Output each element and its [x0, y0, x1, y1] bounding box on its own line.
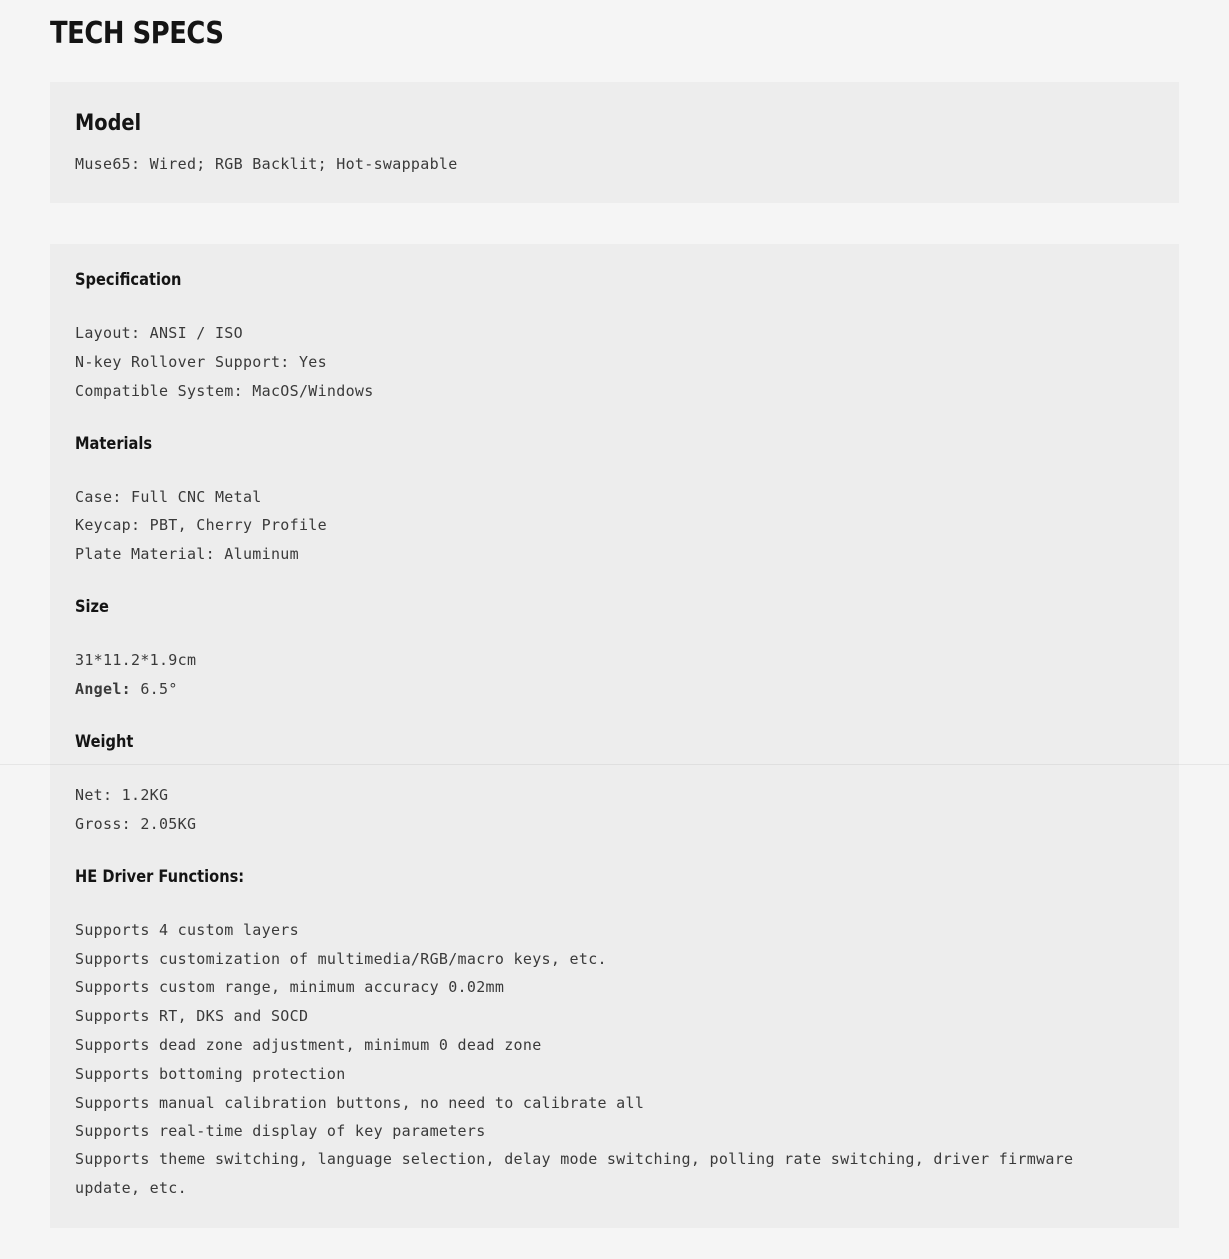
size-angle	[75, 678, 178, 700]
driver-line: Supports 4 custom layers	[75, 921, 299, 939]
size-heading: Size	[75, 597, 109, 617]
spec-line: Layout: ANSI / ISO	[75, 324, 243, 342]
materials-heading: Materials	[75, 434, 153, 454]
driver-line: Supports theme switching, language selection, delay mode switching, polling rate switching, driver firmware update, etc.	[75, 1150, 1074, 1197]
driver-line: Supports manual calibration buttons, no need to calibrate all	[75, 1094, 645, 1112]
materials-line: Case: Full CNC Metal	[75, 488, 262, 506]
weight-heading: Weight	[75, 732, 134, 752]
model-heading: Model	[75, 111, 142, 136]
spec-line: N-key Rollover Support: Yes	[75, 353, 327, 371]
model-description: Muse65: Wired; RGB Backlit; Hot-swappable	[75, 155, 458, 173]
divider	[0, 764, 1229, 765]
driver-line: Supports custom range, minimum accuracy 0.02mm	[75, 978, 505, 996]
weight-line: Net: 1.2KG	[75, 786, 169, 804]
weight-line: Gross: 2.05KG	[75, 815, 197, 833]
page-title: TECH SPECS	[50, 16, 224, 51]
driver-line: Supports RT, DKS and SOCD	[75, 1007, 309, 1025]
spec-line: Compatible System: MacOS/Windows	[75, 382, 374, 400]
size-angle-value: 6.5°	[140, 680, 178, 698]
specification-heading: Specification	[75, 270, 182, 290]
driver-heading: HE Driver Functions:	[75, 867, 245, 887]
driver-line: Supports dead zone adjustment, minimum 0 dead zone	[75, 1036, 542, 1054]
driver-line: Supports customization of multimedia/RGB/macro keys, etc.	[75, 950, 607, 968]
specs-card	[50, 244, 1179, 1228]
driver-line: Supports bottoming protection	[75, 1065, 346, 1083]
materials-line: Plate Material: Aluminum	[75, 545, 299, 563]
driver-line: Supports real-time display of key parameters	[75, 1122, 486, 1140]
size-angle-label: Angel:	[75, 680, 131, 698]
materials-line: Keycap: PBT, Cherry Profile	[75, 516, 327, 534]
model-card	[50, 82, 1179, 203]
size-dimensions: 31*11.2*1.9cm	[75, 651, 197, 669]
